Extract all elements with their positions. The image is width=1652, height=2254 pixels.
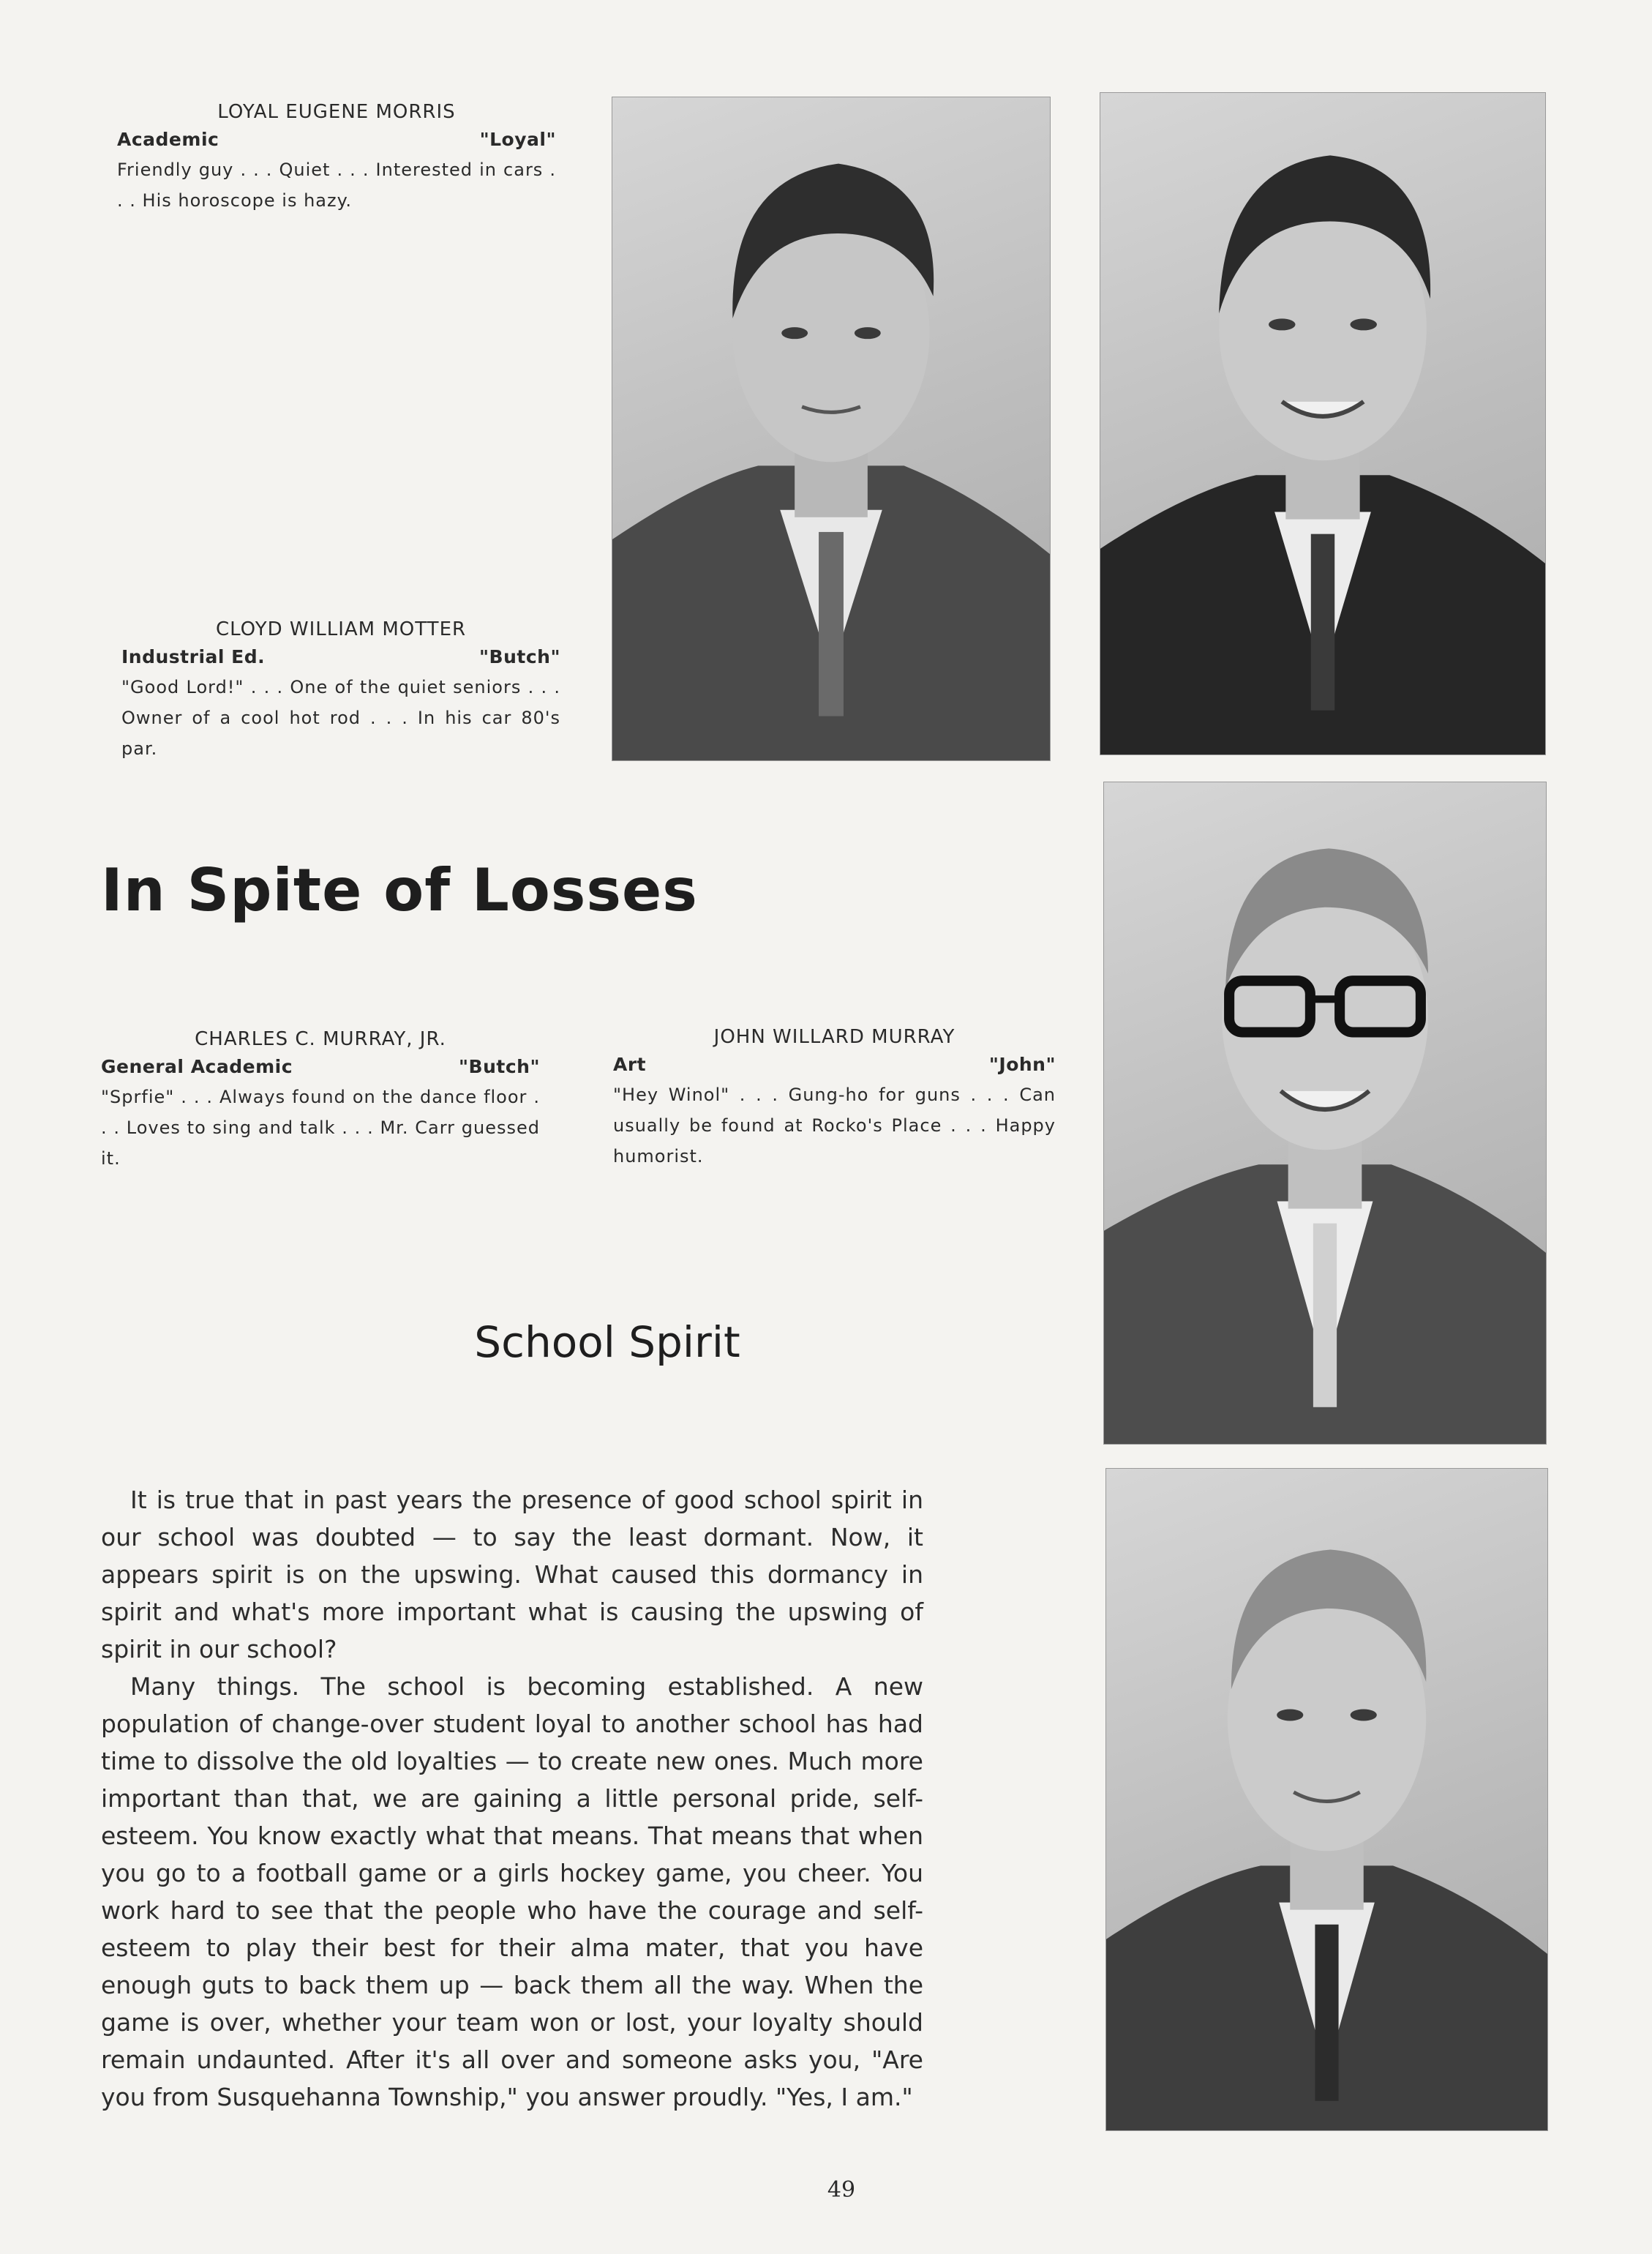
portrait-photo-morris (612, 97, 1051, 761)
page-number: 49 (827, 2177, 856, 2203)
article-paragraph: It is true that in past years the presence of good school spirit in our school was doubted — to say the least dormant. Now, it appears spirit is on the upswing. What caused this dormancy in spirit and what's more important what is causing the upswing of spirit in our school? (101, 1486, 923, 1663)
senior-nickname: "Loyal" (479, 129, 556, 150)
senior-nickname: "John" (988, 1054, 1056, 1075)
senior-course: Academic (117, 129, 219, 150)
senior-blurb: Friendly guy . . . Quiet . . . Interested in cars . . . His horoscope is hazy. (117, 160, 556, 211)
article-title: School Spirit (474, 1317, 740, 1367)
portrait-photo-motter (1100, 92, 1546, 755)
portrait-illustration (1100, 93, 1545, 755)
course-row (121, 646, 560, 667)
portrait-photo-john-murray (1105, 1468, 1548, 2131)
senior-nickname: "Butch" (459, 1056, 540, 1077)
senior-name: CLOYD WILLIAM MOTTER (215, 618, 467, 640)
senior-bio-morris (117, 101, 556, 216)
senior-blurb: "Hey Winol" . . . Gung-ho for guns . . . Can usually be found at Rocko's Place . . . Happy humorist. (613, 1085, 1056, 1167)
senior-course: General Academic (101, 1056, 293, 1077)
senior-nickname: "Butch" (479, 646, 560, 667)
course-row (117, 129, 556, 150)
article-body (101, 1481, 923, 2116)
portrait-illustration (612, 97, 1050, 760)
senior-bio-motter (121, 618, 560, 764)
senior-name: CHARLES C. MURRAY, JR. (195, 1028, 446, 1050)
portrait-photo-charles-murray (1103, 782, 1547, 1445)
senior-name: JOHN WILLARD MURRAY (713, 1026, 955, 1048)
senior-bio-charles-murray (101, 1028, 540, 1174)
senior-blurb: "Good Lord!" . . . One of the quiet seniors . . . Owner of a cool hot rod . . . In his car 80's par. (121, 677, 560, 759)
senior-bio-john-murray (613, 1026, 1056, 1172)
course-row (101, 1056, 540, 1077)
senior-name: LOYAL EUGENE MORRIS (217, 101, 456, 123)
senior-blurb: "Sprfie" . . . Always found on the dance floor . . . Loves to sing and talk . . . Mr. Carr guessed it. (101, 1087, 540, 1169)
page-headline: In Spite of Losses (101, 856, 698, 924)
senior-course: Art (613, 1054, 647, 1075)
article-paragraph: Many things. The school is becoming established. A new population of change-over student loyal to another school has had time to dissolve the old loyalties — to create new ones. Much more important than that, we are gaining a little personal pride, self-esteem. You know exactly what that means. That means that when you go to a football game or a girls hockey game, you cheer. You work hard to see that the people who have the courage and self-esteem to play their best for their alma mater, that you have enough guts to back them up — back them all the way. When the game is over, whether your team won or lost, your loyalty should remain undaunted. After it's all over and someone asks you, "Are you from Susquehanna Township," you answer proudly. "Yes, I am." (101, 1672, 923, 2111)
portrait-illustration (1104, 782, 1546, 1444)
course-row (613, 1054, 1056, 1075)
senior-course: Industrial Ed. (121, 646, 266, 667)
portrait-illustration (1106, 1469, 1547, 2130)
